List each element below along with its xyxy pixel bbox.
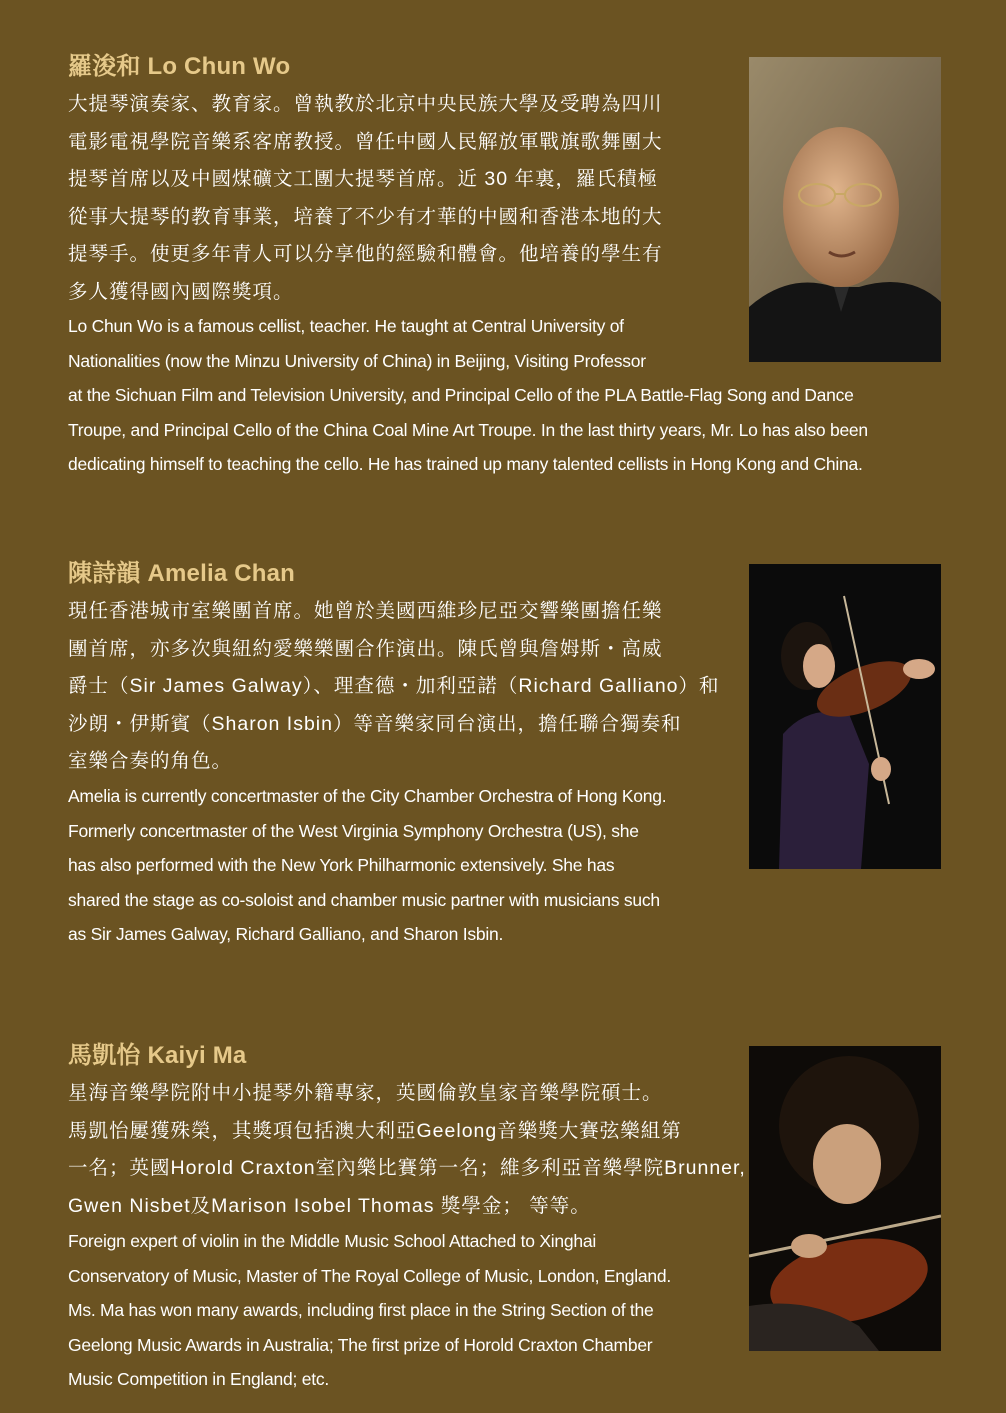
en-line: Formerly concertmaster of the West Virginia Symphony Orchestra (US), she <box>68 820 639 841</box>
portrait-photo <box>749 57 941 362</box>
en-line: Troupe, and Principal Cello of the China Coal Mine Art Troupe. In the last thirty years, Mr. Lo has also been <box>68 419 868 440</box>
en-line: Music Competition in England; etc. <box>68 1369 329 1389</box>
zh-line: 爵士（Sir James Galway）、理查德・加利亞諾（Richard Galliano）和 <box>68 675 720 698</box>
zh-line: 從事大提琴的教育事業，培養了不少有才華的中國和香港本地的大 <box>68 205 663 228</box>
zh-line: 一名；英國Horold Craxton室內樂比賽第一名；維多利亞音樂學院Brunner, <box>68 1157 746 1180</box>
zh-line: 電影電視學院音樂系客席教授。曾任中國人民解放軍戰旗歌舞團大 <box>68 130 663 153</box>
bio-name-lo-chun-wo: 羅浚和 Lo Chun Wo <box>68 53 291 80</box>
en-line: Foreign expert of violin in the Middle Music School Attached to Xinghai <box>68 1231 596 1251</box>
zh-line: 沙朗・伊斯賓（Sharon Isbin）等音樂家同台演出，擔任聯合獨奏和 <box>68 712 682 735</box>
zh-line: 室樂合奏的角色。 <box>68 750 233 773</box>
bio-en-text <box>68 779 666 952</box>
en-line: Nationalities (now the Minzu University of China) in Beijing, Visiting Professor <box>68 350 646 371</box>
zh-line: 大提琴演奏家、教育家。曾執教於北京中央民族大學及受聘為四川 <box>68 93 663 115</box>
en-line: Ms. Ma has won many awards, including first place in the String Section of the <box>68 1300 654 1320</box>
bio-zh-text <box>68 593 720 781</box>
en-line: Amelia is currently concertmaster of the City Chamber Orchestra of Hong Kong. <box>68 786 667 806</box>
zh-line: 馬凱怡屢獲殊榮，其獎項包括澳大利亞Geelong音樂獎大賽弦樂組第 <box>68 1119 682 1142</box>
bio-zh-text <box>68 86 663 312</box>
violinist-photo-icon <box>749 564 941 869</box>
zh-line: 團首席，亦多次與紐約愛樂樂團合作演出。陳氏曾與詹姆斯・高威 <box>68 637 663 660</box>
bio-en-text <box>68 1224 671 1397</box>
en-line: Conservatory of Music, Master of The Royal College of Music, London, England. <box>68 1265 671 1286</box>
portrait-photo-icon <box>749 57 941 362</box>
en-line: shared the stage as co-soloist and chamber music partner with musicians such <box>68 889 660 910</box>
en-line: Lo Chun Wo is a famous cellist, teacher. He taught at Central University of <box>68 316 624 336</box>
zh-line: 多人獲得國內國際獎項。 <box>68 280 294 303</box>
zh-line: Gwen Nisbet及Marison Isobel Thomas 獎學金； 等等。 <box>68 1194 591 1217</box>
en-line: has also performed with the New York Philharmonic extensively. She has <box>68 855 615 875</box>
violinist-photo-icon <box>749 1046 941 1351</box>
zh-line: 提琴手。使更多年青人可以分享他的經驗和體會。他培養的學生有 <box>68 243 663 266</box>
en-line: Geelong Music Awards in Australia; The first prize of Horold Craxton Chamber <box>68 1334 653 1355</box>
zh-line: 星海音樂學院附中小提琴外籍專家，英國倫敦皇家音樂學院碩士。 <box>68 1082 663 1104</box>
en-line: at the Sichuan Film and Television University, and Principal Cello of the PLA Battle-Flag Song and Dance <box>68 385 854 405</box>
en-line: as Sir James Galway, Richard Galliano, and Sharon Isbin. <box>68 924 504 944</box>
violinist-photo <box>749 564 941 869</box>
bio-en-text <box>68 309 868 482</box>
zh-line: 提琴首席以及中國煤礦文工團大提琴首席。近 30 年裏，羅氏積極 <box>68 168 659 191</box>
en-line: dedicating himself to teaching the cello. He has trained up many talented cellists in Hong Kong and China. <box>68 454 863 474</box>
violinist-photo <box>749 1046 941 1351</box>
bio-name-kaiyi-ma: 馬凱怡 Kaiyi Ma <box>68 1042 247 1069</box>
bio-zh-text <box>68 1075 746 1225</box>
zh-line: 現任香港城市室樂團首席。她曾於美國西維珍尼亞交響樂團擔任樂 <box>68 600 663 622</box>
bio-name-amelia-chan: 陳詩韻 Amelia Chan <box>68 560 296 587</box>
